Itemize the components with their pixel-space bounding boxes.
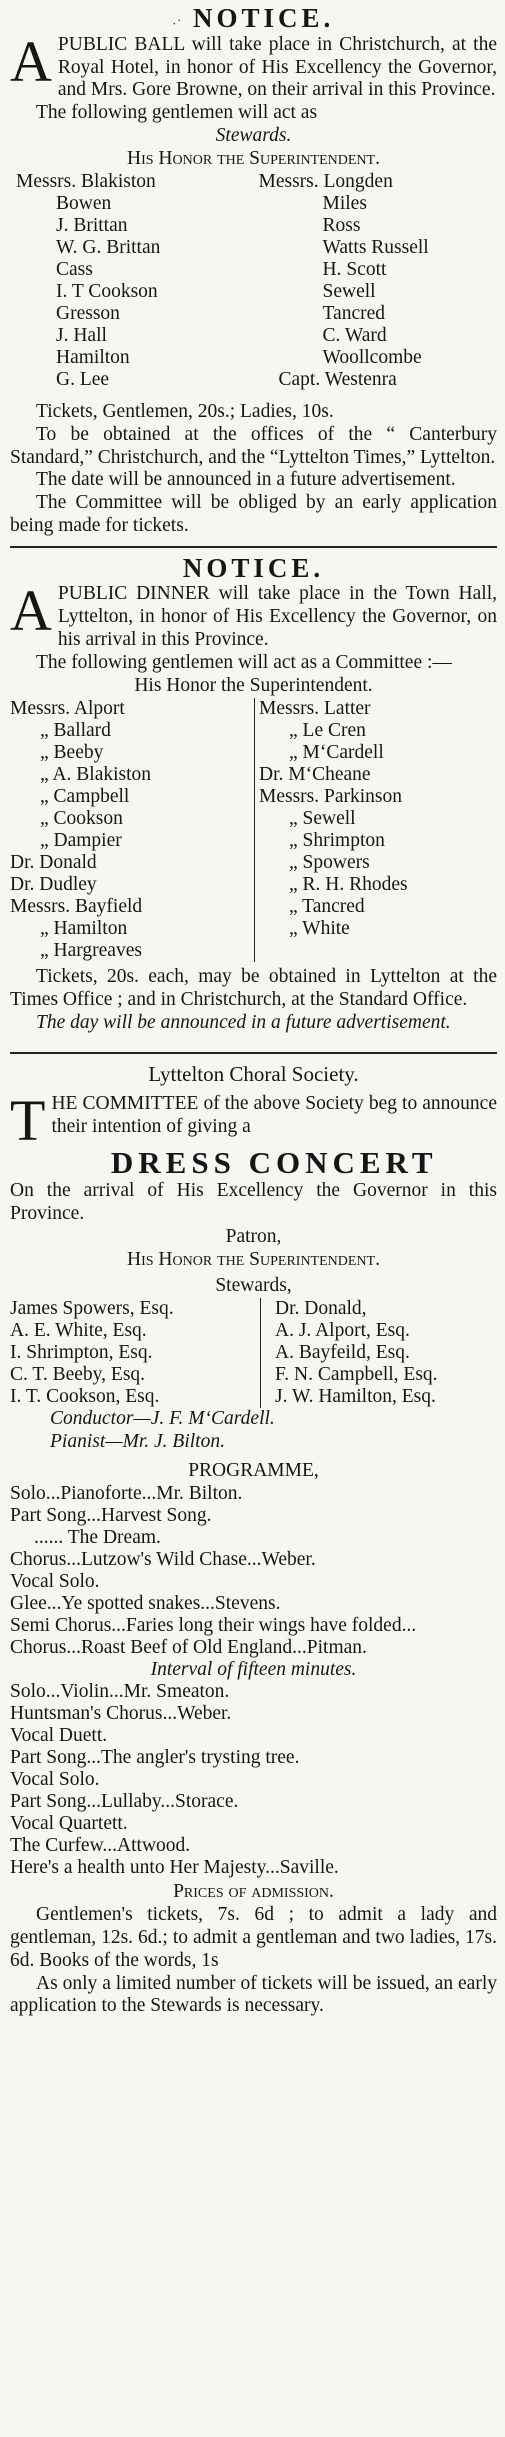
committee-name: Messrs. Alport (10, 697, 125, 719)
dinner-honor: His Honor the Superintendent. (134, 674, 373, 696)
programme-item: Part Song...Harvest Song. (10, 1504, 212, 1526)
programme-item: Part Song...The angler's trysting tree. (10, 1747, 300, 1769)
choral-society-notice (10, 1060, 497, 2018)
ball-honor: His Honor the Superintendent. (127, 147, 380, 169)
dinner-tickets: Tickets, 20s. each, may be obtained in Lyttelton at the Times Office ; and in Christchurch, at the Standard Office. (10, 965, 497, 1010)
steward-name: Messrs. Blakiston (16, 170, 156, 192)
drop-cap: A (10, 578, 52, 644)
conductor: Conductor—J. F. M‘Cardell. (50, 1408, 275, 1430)
committee-name: „ White (289, 917, 350, 939)
programme-item: Chorus...Roast Beef of Old England...Pitman. (10, 1637, 367, 1659)
steward-name: Watts Russell (322, 236, 429, 258)
steward-name: I. T Cookson (56, 280, 158, 302)
committee-name: Dr. Donald (10, 851, 97, 873)
steward-name: J. W. Hamilton, Esq. (275, 1386, 436, 1408)
pianist: Pianist—Mr. J. Bilton. (50, 1431, 225, 1453)
steward-name: J. Hall (56, 324, 107, 346)
steward-name: Woollcombe (322, 346, 422, 368)
ball-date-note: The date will be announced in a future advertisement. (36, 469, 456, 491)
committee-name: Messrs. Latter (259, 697, 371, 719)
committee-name: „ Hamilton (40, 917, 128, 939)
dinner-notice (10, 554, 497, 1035)
dinner-notice-header: NOTICE. (182, 552, 325, 583)
steward-name: A. Bayfeild, Esq. (275, 1342, 410, 1364)
steward-name: H. Scott (322, 258, 387, 280)
steward-name: Messrs. Longden (258, 170, 393, 192)
ball-stewards-left (10, 171, 255, 391)
committee-name: „ Dampier (40, 829, 122, 851)
drop-cap: T (10, 1087, 46, 1153)
steward-name: Sewell (322, 280, 376, 302)
ball-stewards-list (10, 171, 497, 391)
steward-name: Gresson (56, 302, 120, 324)
section-divider (10, 546, 497, 548)
committee-name: Messrs. Bayfield (10, 895, 143, 917)
committee-name: „ Shrimpton (289, 829, 385, 851)
ball-stewards-heading: Stewards. (215, 124, 292, 146)
steward-name: A. J. Alport, Esq. (275, 1320, 410, 1342)
section-divider (10, 1052, 497, 1054)
ball-lead-text: PUBLIC BALL will take place in Christchurch, at the Royal Hotel, in honor of His Excellency the Governor, and Mrs. Gore Browne, on their arrival in this Province. (57, 33, 497, 101)
programme-item: Chorus...Lutzow's Wild Chase...Weber. (10, 1548, 316, 1570)
steward-name: Tancred (322, 302, 386, 324)
steward-name: J. Brittan (56, 214, 128, 236)
committee-name: „ Hargreaves (40, 939, 142, 961)
committee-name: „ Cookson (40, 807, 123, 829)
dinner-intro: The following gentlemen will act as a Committee :— (36, 651, 452, 673)
ball-obtain: To be obtained at the offices of the “ Canterbury Standard,” Christchurch, and the “Lyttelton Times,” Lyttelton. (10, 423, 497, 468)
patron-heading: Patron, (225, 1225, 282, 1247)
steward-name: Dr. Donald, (275, 1298, 367, 1320)
committee-name: „ A. Blakiston (40, 763, 152, 785)
steward-name: G. Lee (56, 368, 110, 390)
ball-committee-note: The Committee will be obliged by an early application being made for tickets. (10, 492, 497, 536)
committee-name: „ R. H. Rhodes (289, 873, 408, 895)
steward-name: Bowen (56, 192, 112, 214)
stewards-heading: Stewards, (215, 1275, 292, 1297)
committee-name: Messrs. Parkinson (259, 785, 403, 807)
programme-interval: Interval of fifteen minutes. (150, 1659, 357, 1681)
steward-name: Miles (322, 192, 367, 214)
header-title: NOTICE. (193, 3, 335, 33)
limited-tickets-note: As only a limited number of tickets will be issued, an early application to the Stewards is necessary. (10, 1972, 497, 2017)
choral-stewards-left (10, 1298, 260, 1408)
committee-name: „ Tancred (289, 895, 365, 917)
programme-item: Solo...Violin...Mr. Smeaton. (10, 1681, 230, 1703)
committee-name: „ Beeby (40, 741, 104, 763)
programme-item: ...... The Dream. (34, 1526, 161, 1548)
programme-item: Semi Chorus...Faries long their wings have folded... (10, 1614, 417, 1636)
steward-name: C. Ward (322, 324, 387, 346)
programme-item: Vocal Duett. (10, 1725, 108, 1747)
choral-stewards-list (10, 1298, 497, 1408)
dinner-lead-text: PUBLIC DINNER will take place in the Town Hall, Lyttelton, in honor of His Excellency the Governor, on his arrival in this Province. (57, 583, 497, 651)
programme-list (10, 1483, 497, 1880)
committee-name: „ Ballard (40, 719, 111, 741)
concert-arrival: On the arrival of His Excellency the Governor in this Province. (10, 1180, 497, 1224)
dinner-committee-right (254, 698, 497, 962)
dinner-lead-paragraph (10, 578, 497, 651)
patron-name: His Honor the Superintendent. (127, 1248, 380, 1270)
concert-title: DRESS CONCERT (110, 1144, 438, 1180)
programme-item: Solo...Pianoforte...Mr. Bilton. (10, 1482, 243, 1504)
steward-name: Cass (56, 258, 93, 280)
programme-item: Vocal Solo. (10, 1570, 100, 1592)
steward-name: A. E. White, Esq. (10, 1320, 147, 1342)
programme-heading: PROGRAMME, (188, 1459, 319, 1481)
choral-lead-paragraph (10, 1087, 497, 1153)
committee-name: „ Sewell (289, 807, 356, 829)
committee-name: „ Le Cren (289, 719, 366, 741)
prices-text: Gentlemen's tickets, 7s. 6d ; to admit a lady and gentleman, 12s. 6d.; to admit a gentleman and two ladies, 17s. 6d. Books of the words, 1s (10, 1904, 497, 1971)
steward-name: I. Shrimpton, Esq. (10, 1342, 153, 1364)
programme-item: Glee...Ye spotted snakes...Stevens. (10, 1592, 281, 1614)
programme-item: Vocal Quartett. (10, 1813, 128, 1835)
ball-lead-paragraph (10, 28, 497, 102)
dinner-committee-list (10, 698, 497, 962)
programme-item: The Curfew...Attwood. (10, 1835, 191, 1857)
prices-heading: Prices of admission. (173, 1881, 334, 1903)
ball-notice (10, 0, 497, 538)
ball-tickets: Tickets, Gentlemen, 20s.; Ladies, 10s. (36, 400, 334, 422)
committee-name: „ Spowers (289, 851, 370, 873)
dinner-day-note: The day will be announced in a future advertisement. (36, 1011, 451, 1033)
steward-name: W. G. Brittan (56, 236, 161, 258)
steward-name: F. N. Campbell, Esq. (275, 1364, 438, 1386)
programme-item: Here's a health unto Her Majesty...Saville. (10, 1857, 339, 1879)
steward-name: Hamilton (56, 346, 130, 368)
committee-name: „ Campbell (40, 785, 130, 807)
programme-item: Part Song...Lullaby...Storace. (10, 1791, 239, 1813)
drop-cap: A (10, 28, 52, 94)
steward-name: James Spowers, Esq. (10, 1298, 174, 1320)
ball-notice-header (10, 0, 497, 34)
committee-name: Dr. M‘Cheane (259, 763, 371, 785)
programme-item: Vocal Solo. (10, 1769, 100, 1791)
steward-name: I. T. Cookson, Esq. (10, 1386, 160, 1408)
committee-name: Dr. Dudley (10, 873, 97, 895)
steward-name: Ross (322, 214, 361, 236)
committee-name: „ M‘Cardell (289, 741, 384, 763)
society-name: Lyttelton Choral Society. (148, 1062, 359, 1087)
ball-intro: The following gentlemen will act as (36, 102, 318, 124)
programme-item: Huntsman's Chorus...Weber. (10, 1703, 232, 1725)
steward-name: C. T. Beeby, Esq. (10, 1364, 146, 1386)
choral-lead-text: HE COMMITTEE of the above Society beg to announce their intention of giving a (51, 1092, 497, 1137)
header-ornament: .· (172, 12, 183, 28)
dinner-committee-left (10, 698, 254, 962)
choral-stewards-right (260, 1298, 497, 1408)
ball-stewards-right (255, 171, 498, 391)
steward-name: Capt. Westenra (278, 368, 397, 390)
